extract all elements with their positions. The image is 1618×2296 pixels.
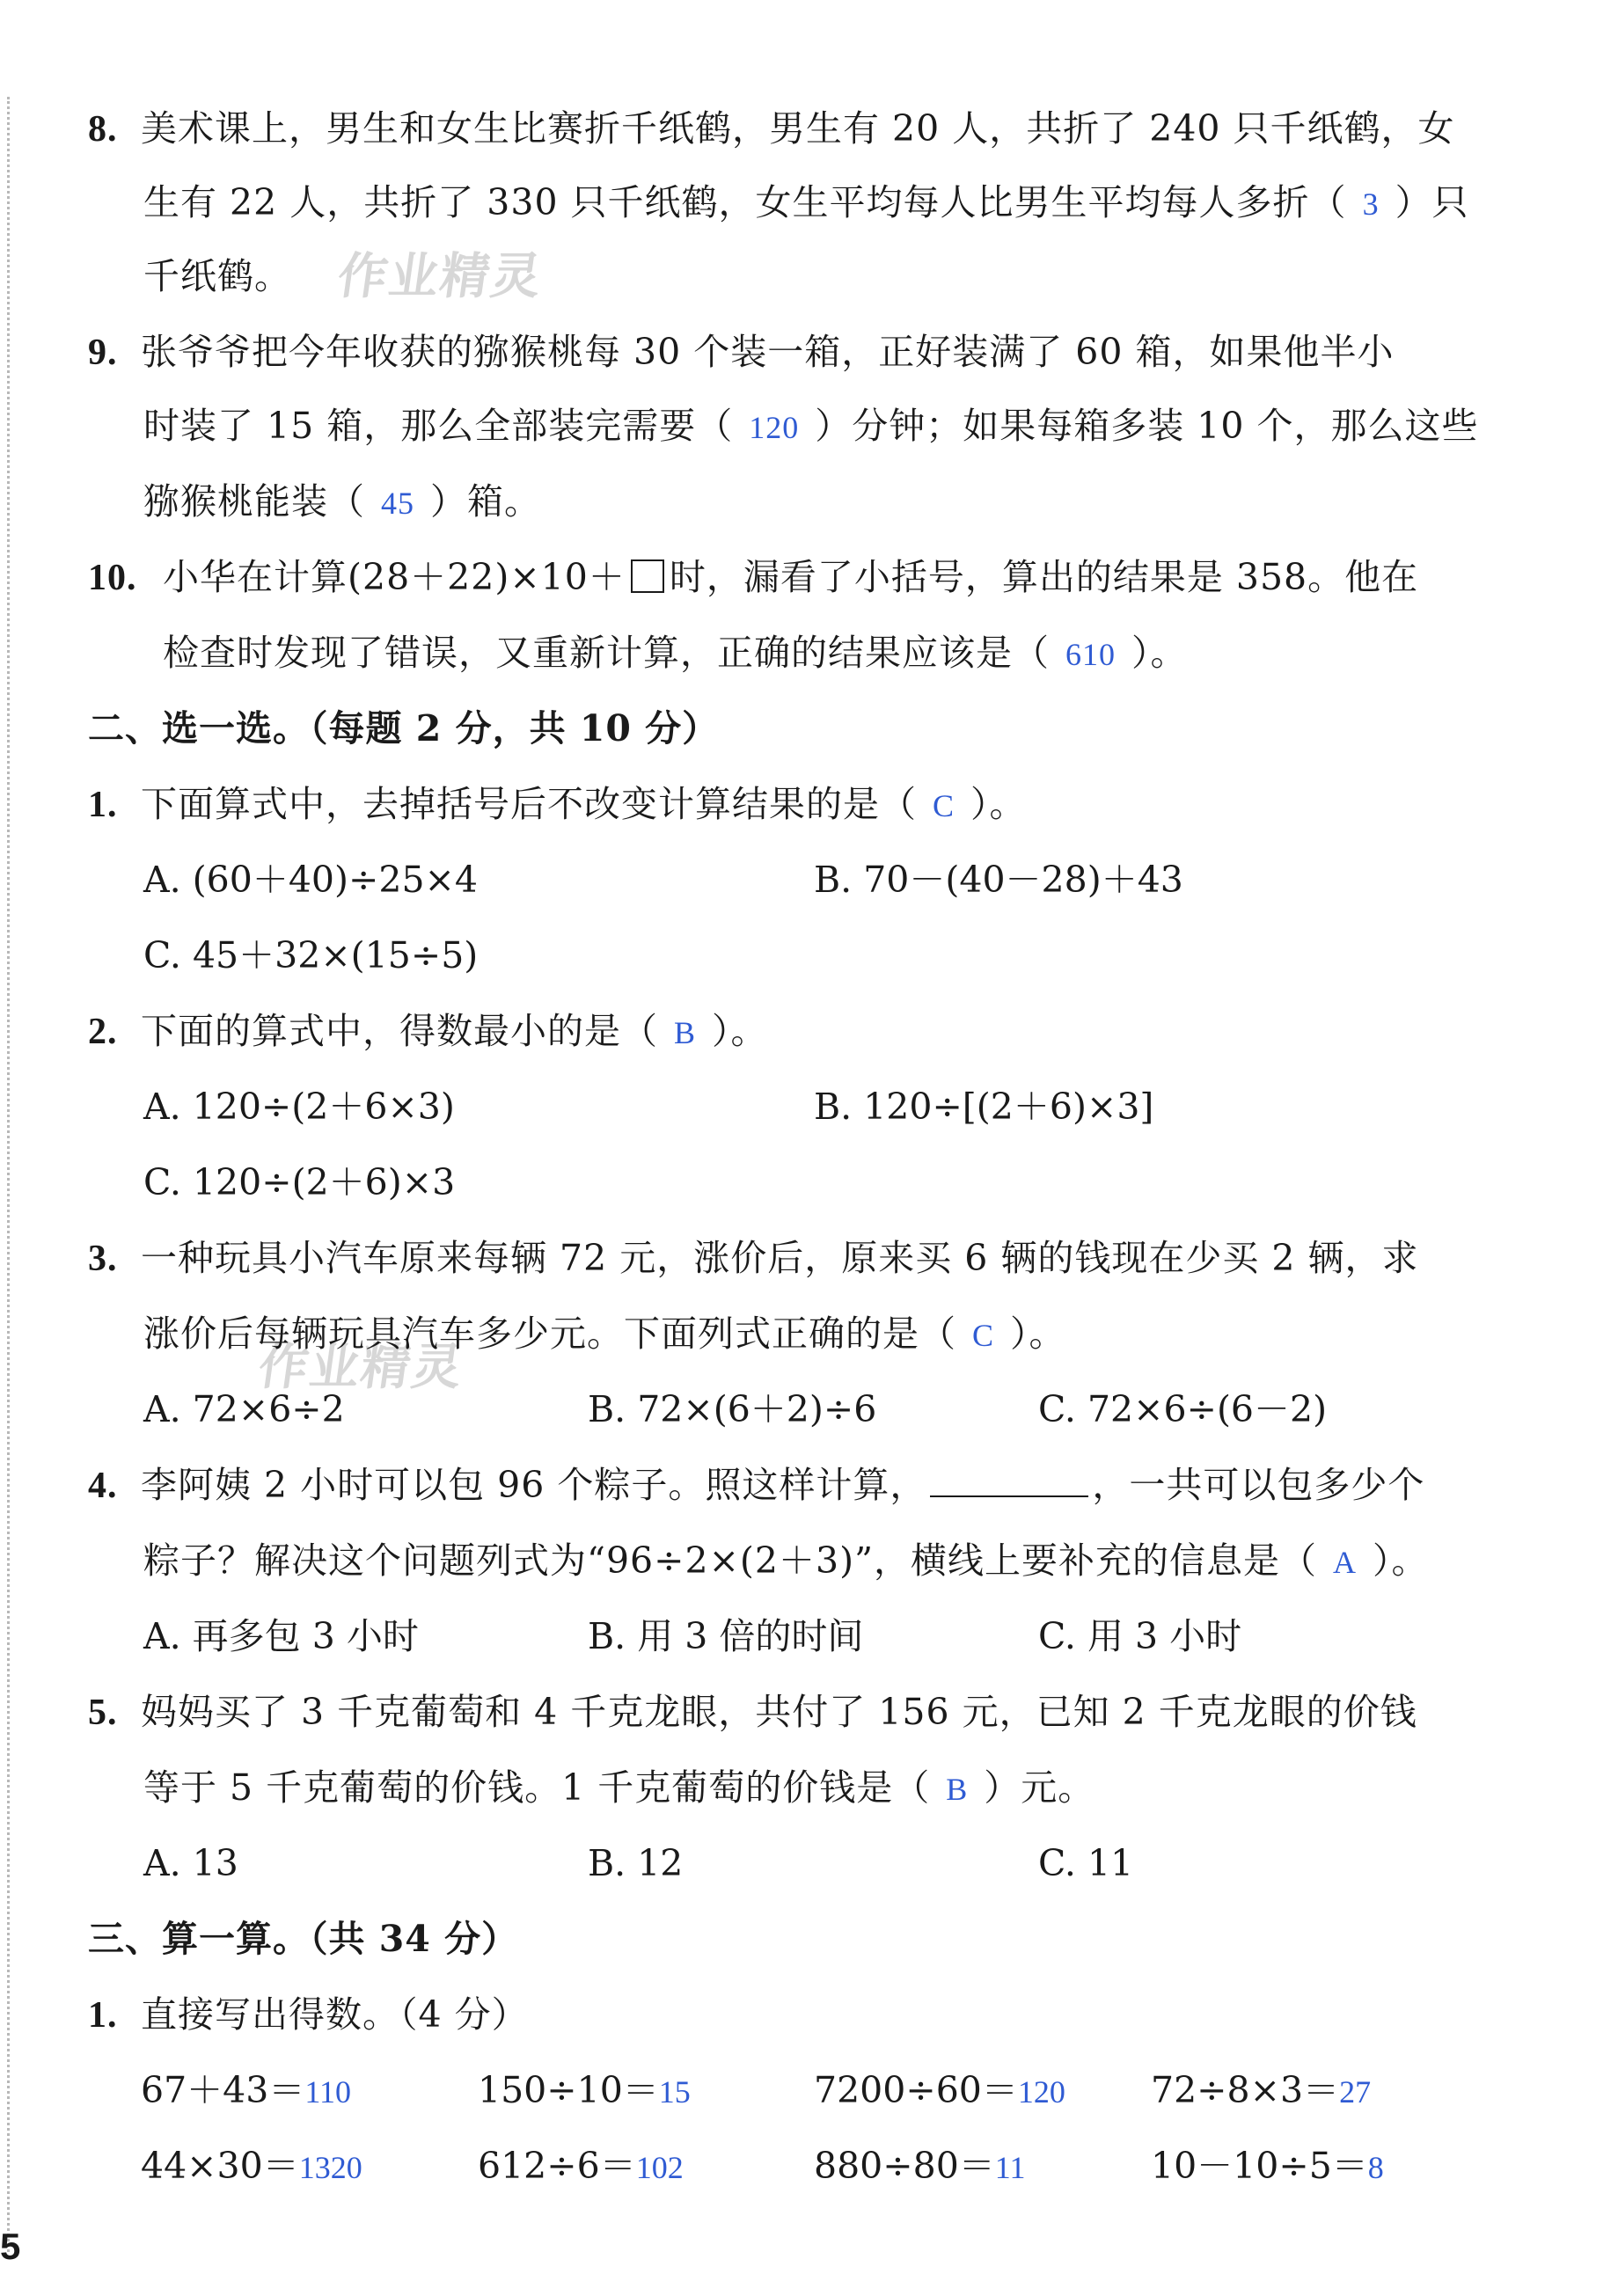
answer-text: 11 <box>994 2150 1026 2185</box>
question-text: ）只 <box>1395 181 1469 223</box>
question-9-line-1 <box>88 329 1394 376</box>
option-b: B. 72×(6＋2)÷6 <box>588 1388 877 1430</box>
question-9-line-3 <box>143 479 541 526</box>
calc-item <box>814 2143 1025 2190</box>
question-text: 下面算式中，去掉括号后不改变计算结果的是（ <box>141 783 917 825</box>
question-number: 3. <box>88 1239 118 1279</box>
calc-item <box>141 2143 362 2190</box>
question-text: 一种玩具小汽车原来每辆 72 元，涨价后，原来买 6 辆的钱现在少买 2 辆，求 <box>141 1237 1419 1279</box>
question-text: ）。 <box>1373 1539 1429 1582</box>
option-b: B. 用 3 倍的时间 <box>588 1615 864 1657</box>
calc-expression: 7200÷60＝ <box>814 2069 1018 2111</box>
question-text: 千纸鹤。 <box>143 255 291 297</box>
option-c: C. 用 3 小时 <box>1038 1615 1242 1657</box>
answer-text: 45 <box>381 486 414 521</box>
answer-text: 102 <box>635 2150 684 2185</box>
calc-expression: 880÷80＝ <box>814 2145 995 2187</box>
answer-text: 27 <box>1339 2074 1372 2110</box>
question-text: ）元。 <box>984 1766 1095 1809</box>
answer-text: A <box>1333 1545 1358 1580</box>
question-8-line-1 <box>88 106 1455 152</box>
page-number: 5 <box>0 2226 21 2267</box>
question-10-line-1 <box>88 554 1418 601</box>
question-text: 等于 5 千克葡萄的价钱。1 千克葡萄的价钱是（ <box>143 1766 931 1809</box>
question-8-line-2 <box>143 179 1469 227</box>
option-a: A. (60＋40)÷25×4 <box>143 859 478 901</box>
option-a: A. 72×6÷2 <box>143 1388 345 1430</box>
s2-question-5-line-1 <box>88 1689 1417 1736</box>
calc-item <box>1151 2143 1384 2190</box>
answer-text: C <box>972 1318 995 1353</box>
question-text: 李阿姨 2 小时可以包 96 个粽子。照这样计算， <box>141 1464 927 1506</box>
blank-line <box>930 1466 1088 1497</box>
answer-text: B <box>674 1015 697 1050</box>
section-3-title: 三、算一算。（共 34 分） <box>88 1918 519 1960</box>
question-text: 生有 22 人，共折了 330 只千纸鹤，女生平均每人比男生平均每人多折（ <box>143 181 1347 223</box>
question-10-line-2 <box>163 630 1188 677</box>
calc-expression: 44×30＝ <box>141 2145 299 2187</box>
option-c: C. 45＋32×(15÷5) <box>143 934 479 976</box>
option-a: A. 再多包 3 小时 <box>143 1615 419 1657</box>
question-number: 10. <box>88 558 137 598</box>
s3-question-1 <box>88 1992 529 2038</box>
question-number: 5. <box>88 1693 118 1733</box>
s2-question-5-line-2 <box>143 1765 1095 1812</box>
question-9-line-2 <box>143 403 1479 450</box>
option-b: B. 120÷[(2＋6)×3] <box>814 1086 1154 1128</box>
question-text: ，一共可以包多少个 <box>1092 1464 1425 1506</box>
watermark-top: 作业精灵 <box>333 248 546 305</box>
answer-text: 15 <box>658 2074 691 2110</box>
question-text: ）。 <box>970 783 1027 825</box>
option-b: B. 12 <box>588 1842 684 1884</box>
option-c: C. 72×6÷(6－2) <box>1038 1388 1328 1430</box>
question-text: 小华在计算(28＋22)×10＋ <box>163 556 626 598</box>
calc-expression: 10－10÷5＝ <box>1151 2145 1368 2187</box>
question-text: ）箱。 <box>430 480 541 523</box>
question-8-line-3 <box>143 253 291 299</box>
question-text: 张爷爷把今年收获的猕猴桃每 30 个装一箱，正好装满了 60 箱，如果他半小 <box>141 331 1395 373</box>
question-number: 8. <box>88 109 118 150</box>
question-text: ）分钟；如果每箱多装 10 个，那么这些 <box>815 405 1479 447</box>
calc-item <box>814 2067 1065 2115</box>
calc-expression: 67＋43＝ <box>141 2069 305 2111</box>
option-c: C. 120÷(2＋6)×3 <box>143 1161 456 1203</box>
question-text: 时，漏看了小括号，算出的结果是 358。他在 <box>669 556 1419 598</box>
question-text: 粽子？解决这个问题列式为“96÷2×(2＋3)”，横线上要补充的信息是（ <box>143 1539 1318 1582</box>
calc-expression: 150÷10＝ <box>478 2069 659 2111</box>
s2-question-2 <box>88 1008 768 1056</box>
s2-question-3-line-2 <box>143 1311 1066 1358</box>
answer-text: 120 <box>749 410 800 445</box>
question-text: 猕猴桃能装（ <box>143 480 365 523</box>
calc-expression: 72÷8×3＝ <box>1151 2069 1340 2111</box>
question-text: 美术课上，男生和女生比赛折千纸鹤，男生有 20 人，共折了 240 只千纸鹤，女 <box>141 107 1455 150</box>
answer-text: C <box>933 788 955 823</box>
option-b: B. 70－(40－28)＋43 <box>814 859 1183 901</box>
answer-text: B <box>946 1772 969 1807</box>
option-a: A. 120÷(2＋6×3) <box>143 1086 455 1128</box>
question-number: 1. <box>88 1995 118 2036</box>
question-text: ）。 <box>1010 1313 1066 1355</box>
s2-question-3-line-1 <box>88 1235 1419 1282</box>
question-text: 妈妈买了 3 千克葡萄和 4 千克龙眼，共付了 156 元，已知 2 千克龙眼的价钱 <box>141 1691 1417 1733</box>
calc-item <box>1151 2067 1371 2115</box>
question-number: 1. <box>88 785 118 825</box>
s2-question-4-line-1 <box>88 1462 1424 1509</box>
answer-text: 120 <box>1017 2074 1065 2110</box>
s2-question-4-line-2 <box>143 1538 1429 1585</box>
answer-text: 610 <box>1065 637 1116 672</box>
blank-box <box>631 559 664 593</box>
margin-dotted-line <box>7 97 10 2252</box>
watermark-middle: 作业精灵 <box>254 1339 467 1396</box>
calc-item <box>478 2143 684 2190</box>
calc-item <box>141 2067 351 2115</box>
question-text: 检查时发现了错误，又重新计算，正确的结果应该是（ <box>163 632 1050 674</box>
question-text: ）。 <box>712 1010 768 1052</box>
answer-text: 3 <box>1362 186 1380 222</box>
calc-expression: 612÷6＝ <box>478 2145 636 2187</box>
question-number: 9. <box>88 333 118 373</box>
question-text: 下面的算式中，得数最小的是（ <box>141 1010 658 1052</box>
option-c: C. 11 <box>1038 1842 1134 1884</box>
calc-item <box>478 2067 691 2115</box>
answer-text: 110 <box>304 2074 352 2110</box>
answer-text: 1320 <box>298 2150 362 2185</box>
question-number: 2. <box>88 1012 118 1052</box>
question-text: 直接写出得数。（4 分） <box>141 1993 529 2036</box>
option-a: A. 13 <box>143 1842 238 1884</box>
question-number: 4. <box>88 1466 118 1506</box>
question-text: 时装了 15 箱，那么全部装完需要（ <box>143 405 734 447</box>
question-text: 涨价后每辆玩具汽车多少元。下面列式正确的是（ <box>143 1313 956 1355</box>
question-text: ）。 <box>1131 632 1188 674</box>
answer-text: 8 <box>1367 2150 1384 2185</box>
section-2-title: 二、选一选。（每题 2 分，共 10 分） <box>88 707 720 749</box>
s2-question-1 <box>88 781 1027 829</box>
